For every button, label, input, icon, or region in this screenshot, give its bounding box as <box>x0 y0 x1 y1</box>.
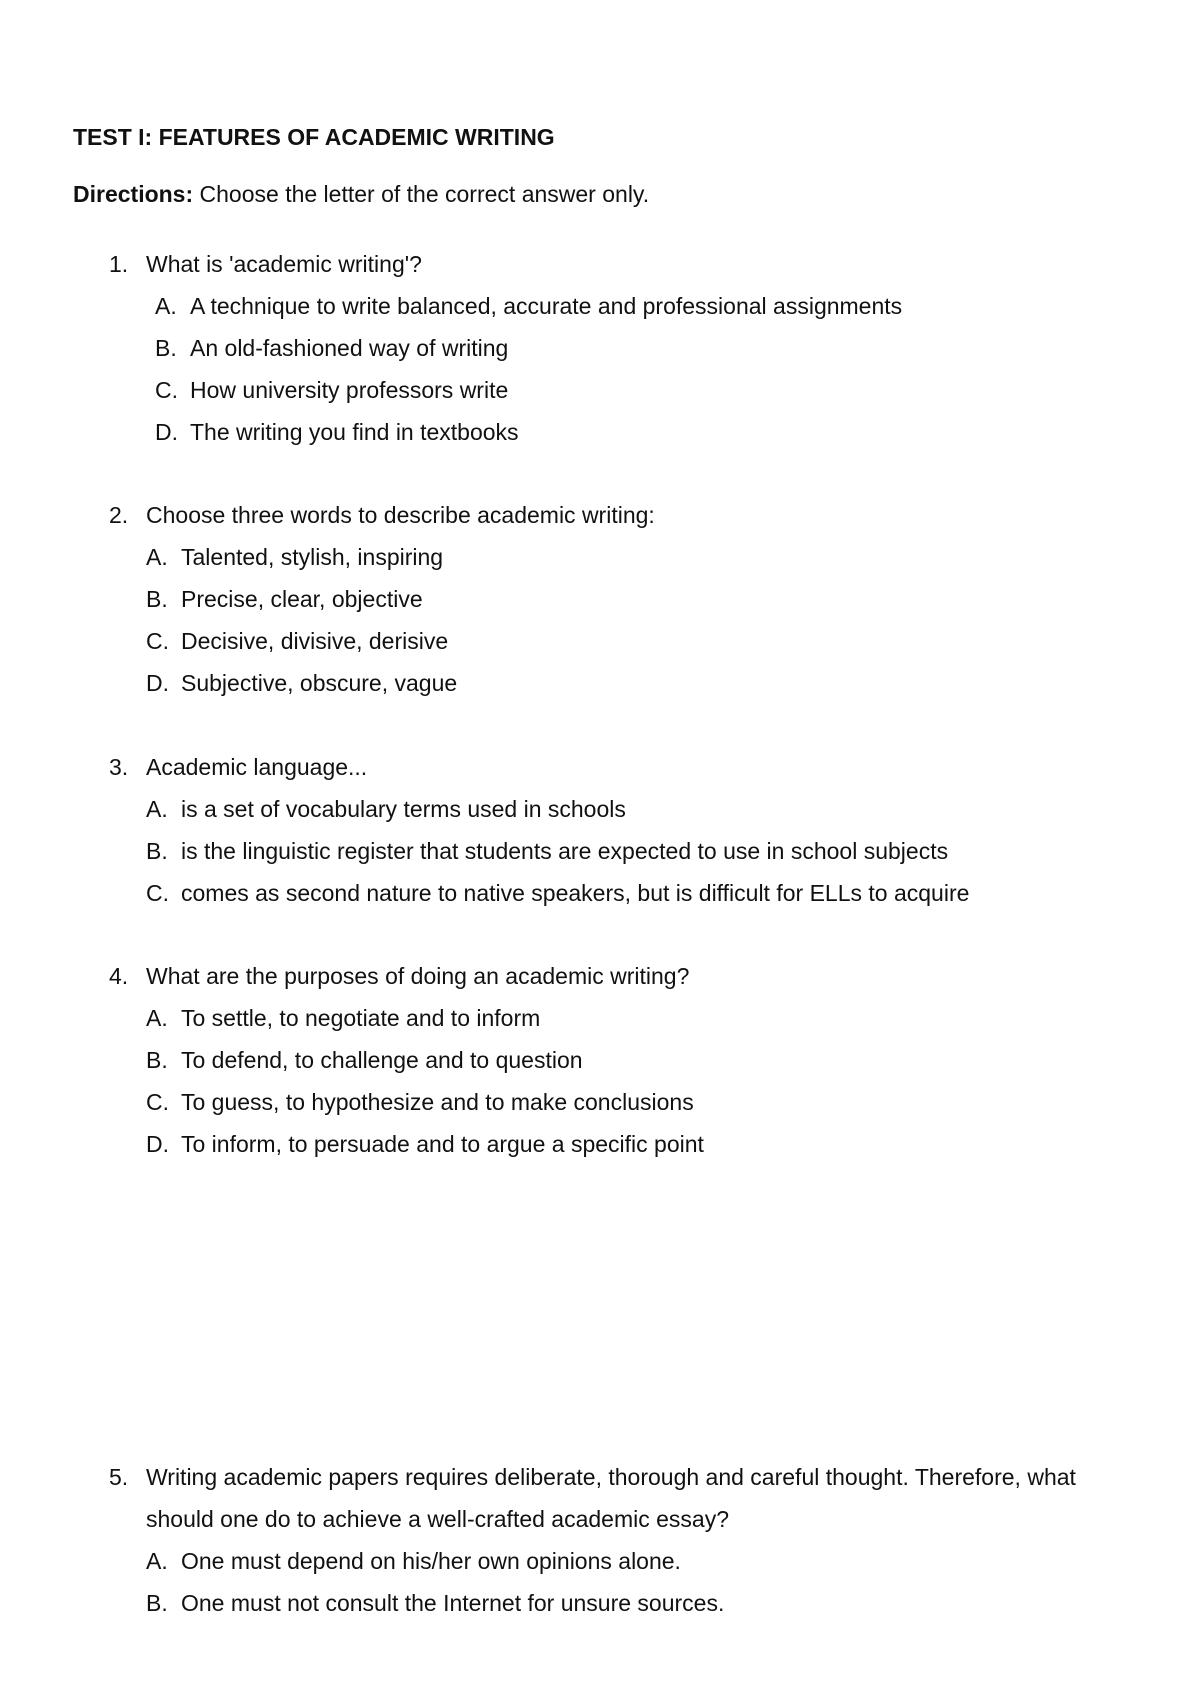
question-number: 3. <box>109 754 129 780</box>
option-letter: A. <box>146 1548 168 1574</box>
option-text: comes as second nature to native speakers, but is difficult for ELLs to acquire <box>181 880 970 906</box>
option-text: is the linguistic register that students are expected to use in school subjects <box>181 838 949 864</box>
option-letter: B. <box>146 586 168 612</box>
option-letter: B. <box>146 1047 168 1073</box>
option-text: Talented, stylish, inspiring <box>181 544 444 570</box>
option-letter: B. <box>155 335 177 361</box>
option-letter: B. <box>146 1590 168 1616</box>
option-text: One must depend on his/her own opinions alone. <box>181 1548 681 1574</box>
question-text: What is 'academic writing'? <box>146 251 422 277</box>
option-text: Decisive, divisive, derisive <box>181 628 449 654</box>
option-letter: B. <box>146 838 168 864</box>
directions-label: Directions: <box>73 181 194 207</box>
test-title: TEST I: FEATURES OF ACADEMIC WRITING <box>73 124 555 150</box>
question-number: 5. <box>109 1464 129 1490</box>
question-text: Choose three words to describe academic writing: <box>146 502 655 528</box>
option-text: To guess, to hypothesize and to make conclusions <box>181 1089 694 1115</box>
option-text: is a set of vocabulary terms used in schools <box>181 796 626 822</box>
option-text: Precise, clear, objective <box>181 586 423 612</box>
question-number: 2. <box>109 502 129 528</box>
option-letter: D. <box>155 419 178 445</box>
option-letter: C. <box>146 880 169 906</box>
option-text: To settle, to negotiate and to inform <box>181 1005 541 1031</box>
option-text: Subjective, obscure, vague <box>181 670 458 696</box>
option-letter: A. <box>146 544 168 570</box>
question-text: What are the purposes of doing an academic writing? <box>146 963 690 989</box>
option-letter: D. <box>146 670 169 696</box>
question-text: Academic language... <box>146 754 368 780</box>
question-text: Writing academic papers requires deliberate, thorough and careful thought. Therefore, what <box>146 1464 1076 1490</box>
option-text: A technique to write balanced, accurate and professional assignments <box>190 293 903 319</box>
question-text: should one do to achieve a well-crafted academic essay? <box>146 1506 730 1532</box>
option-letter: C. <box>146 1089 169 1115</box>
option-text: An old-fashioned way of writing <box>190 335 509 361</box>
option-letter: C. <box>146 628 169 654</box>
option-letter: D. <box>146 1131 169 1157</box>
option-text: How university professors write <box>190 377 509 403</box>
option-letter: A. <box>146 796 168 822</box>
directions-text: Choose the letter of the correct answer only. <box>193 181 650 207</box>
option-text: To inform, to persuade and to argue a specific point <box>181 1131 704 1157</box>
question-number: 4. <box>109 963 129 989</box>
directions <box>73 181 649 208</box>
option-text: One must not consult the Internet for unsure sources. <box>181 1590 725 1616</box>
option-text: The writing you find in textbooks <box>190 419 519 445</box>
option-text: To defend, to challenge and to question <box>181 1047 583 1073</box>
option-letter: A. <box>155 293 177 319</box>
question-number: 1. <box>109 251 129 277</box>
option-letter: C. <box>155 377 178 403</box>
option-letter: A. <box>146 1005 168 1031</box>
